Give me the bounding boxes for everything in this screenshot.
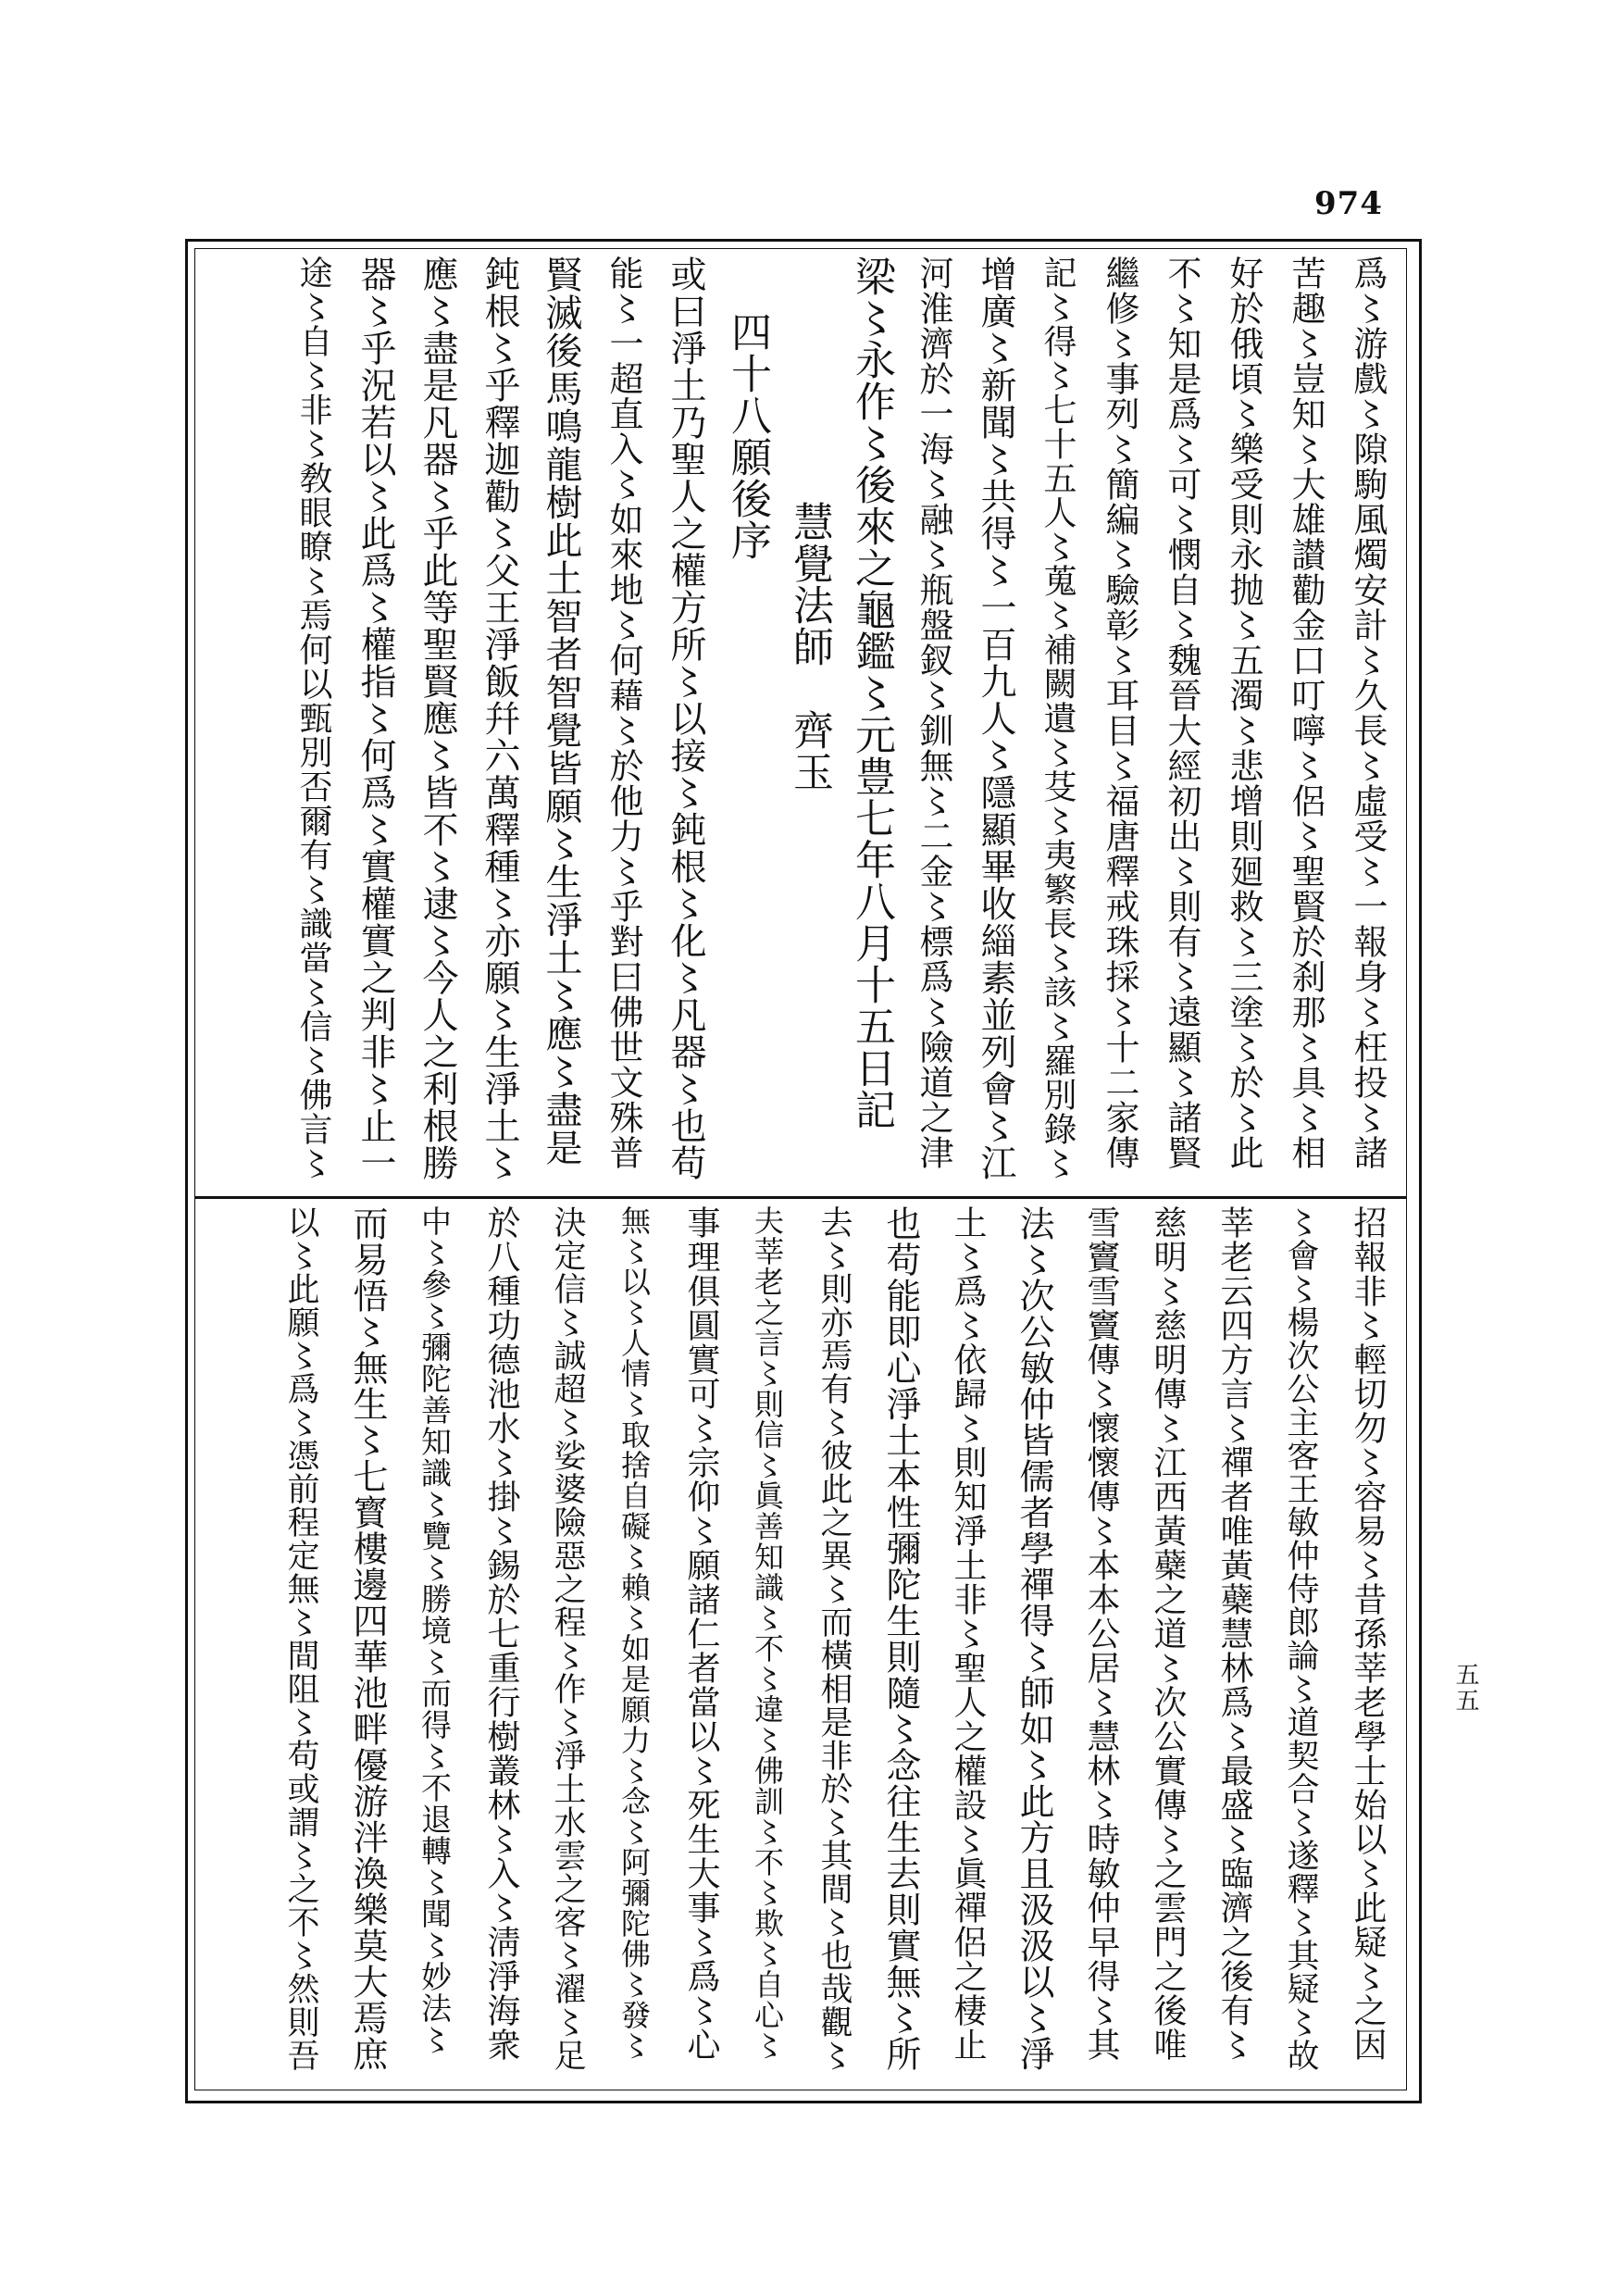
text-column: 招報非〻輕切勿〻容易〻昔孫莘老學士始以〻此疑〻之因 <box>1349 1205 1387 2062</box>
text-column: 去〻則亦焉有〻彼此之異〻而橫相是非於〻其間〻也哉觀〻 <box>815 1205 853 2072</box>
text-column: 好於俄頃〻樂受則永抛〻五濁〻悲增則廻救〻三塗〻於〻此 <box>1224 256 1263 1170</box>
text-column: 而易悟〻無生〻七寳樓邊四華池畔優游泮渙樂莫大焉庶 <box>347 1205 388 2072</box>
text-column: 不〻知是爲〻可〻憫自〻魏晉大經初出〻則有〻遠顯〻諸賢 <box>1162 256 1201 1170</box>
bottom-text-block <box>209 1205 1394 2079</box>
text-column: 夫莘老之言〻則信〻眞善知識〻不〻違〻佛訓〻不〻欺〻自心〻 <box>750 1205 785 2061</box>
text-column: 〻會〻楊次公主客王敏仲侍郎論〻道契合〻遂釋〻其疑〻故 <box>1282 1205 1319 2072</box>
text-column: 能〻一超直入〻如來地〻何藉〻於他力〻乎對曰佛世文殊普 <box>604 256 643 1170</box>
text-column: 賢滅後馬鳴龍樹此土智者智覺皆願〻生淨土〻應〻盡是 <box>540 256 582 1167</box>
text-column: 決定信〻誠超〻娑婆險惡之程〻作〻淨土水雲之客〻濯〻足 <box>549 1205 586 2072</box>
section-title: 四十八願後序 <box>724 311 771 561</box>
text-column: 繼修〻事列〻簡編〻驗彰〻耳目〻福唐釋戒珠採〻十二家傳 <box>1100 256 1139 1170</box>
text-column: 記〻得〻七十五人〻蒐〻補闕遺〻芟〻夷繁長〻該〻羅別錄〻 <box>1039 256 1077 1180</box>
text-column: 事理俱圓實可〻宗仰〻願諸仁者當以〻死生大事〻爲〻心 <box>682 1205 720 2062</box>
text-column: 雪竇雪竇傳〻懷懷傳〻本本公居〻慧林〻時敏仲早得〻其 <box>1082 1205 1120 2062</box>
text-column: 慈明〻慈明傳〻江西黃蘗之道〻次公實傳〻之雲門之後唯 <box>1149 1205 1187 2062</box>
text-column: 以〻此願〻爲〻憑前程定無〻間阻〻苟或謂〻之不〻然則吾 <box>282 1205 319 2072</box>
text-column: 中〻參〻彌陀善知識〻覽〻勝境〻而得〻不退轉〻聞〻妙法〻 <box>417 1205 453 2055</box>
text-column: 法〻次公敏仲皆儒者學禪得〻師如〻此方且汲汲以〻淨 <box>1014 1205 1054 2072</box>
text-column: 梁〻永作〻後來之龜鑑〻元豊七年八月十五日記 <box>848 256 895 1130</box>
text-column: 莘老云四方言〻禪者唯黃蘗慧林爲〻最盛〻臨濟之後有〻 <box>1215 1205 1253 2062</box>
text-column: 應〻盡是凡器〻乎此等聖賢應〻皆不〻逮〻今人之利根勝 <box>417 256 458 1181</box>
section-divider <box>194 1196 1407 1199</box>
text-column: 河淮濟於一海〻融〻瓶盤釵〻釧無〻二金〻標爲〻險道之津 <box>914 256 953 1170</box>
top-text-block <box>209 256 1394 1187</box>
text-column: 鈍根〻乎釋迦勸〻父王淨飯幷六萬釋種〻亦願〻生淨土〻 <box>479 256 520 1181</box>
page-number: 974 <box>1314 185 1383 222</box>
text-column: 爲〻游戲〻隙駒風燭安計〻久長〻虛受〻一報身〻枉投〻諸 <box>1348 256 1388 1170</box>
side-page-number: 五五 <box>1451 1662 1479 1714</box>
text-column: 途〻自〻非〻敎眼瞭〻焉何以甄別否爾有〻識當〻信〻佛言〻 <box>294 256 332 1180</box>
text-column: 苦趣〻豈知〻大雄讃勸金口叮嚀〻侶〻聖賢於刹那〻具〻相 <box>1286 256 1326 1170</box>
text-column: 器〻乎況若以〻此爲〻權指〻何爲〻實權實之判非〻止一 <box>355 256 396 1181</box>
text-column: 土〻爲〻依歸〻則知淨土非〻聖人之權設〻眞禪侶之棲止 <box>949 1205 987 2062</box>
text-column: 也苟能即心淨土本性彌陀生則隨〻念往生去則實無〻所 <box>880 1205 921 2072</box>
text-column: 無〻以〻人情〻取捨自礙〻賴〻如是願力〻念〻阿彌陀佛〻發〻 <box>616 1205 652 2061</box>
text-column: 或曰淨土乃聖人之權方所〻以接〻鈍根〻化〻凡器〻也苟 <box>665 256 706 1181</box>
author-signature: 慧覺法師 齊玉 <box>786 501 833 792</box>
text-column: 於八種功德池水〻掛〻錫於七重行樹叢林〻入〻淸淨海衆 <box>482 1205 520 2062</box>
text-column: 增廣〻新聞〻共得〻一百九人〻隱顯畢收緇素並列會〻江 <box>975 256 1016 1181</box>
